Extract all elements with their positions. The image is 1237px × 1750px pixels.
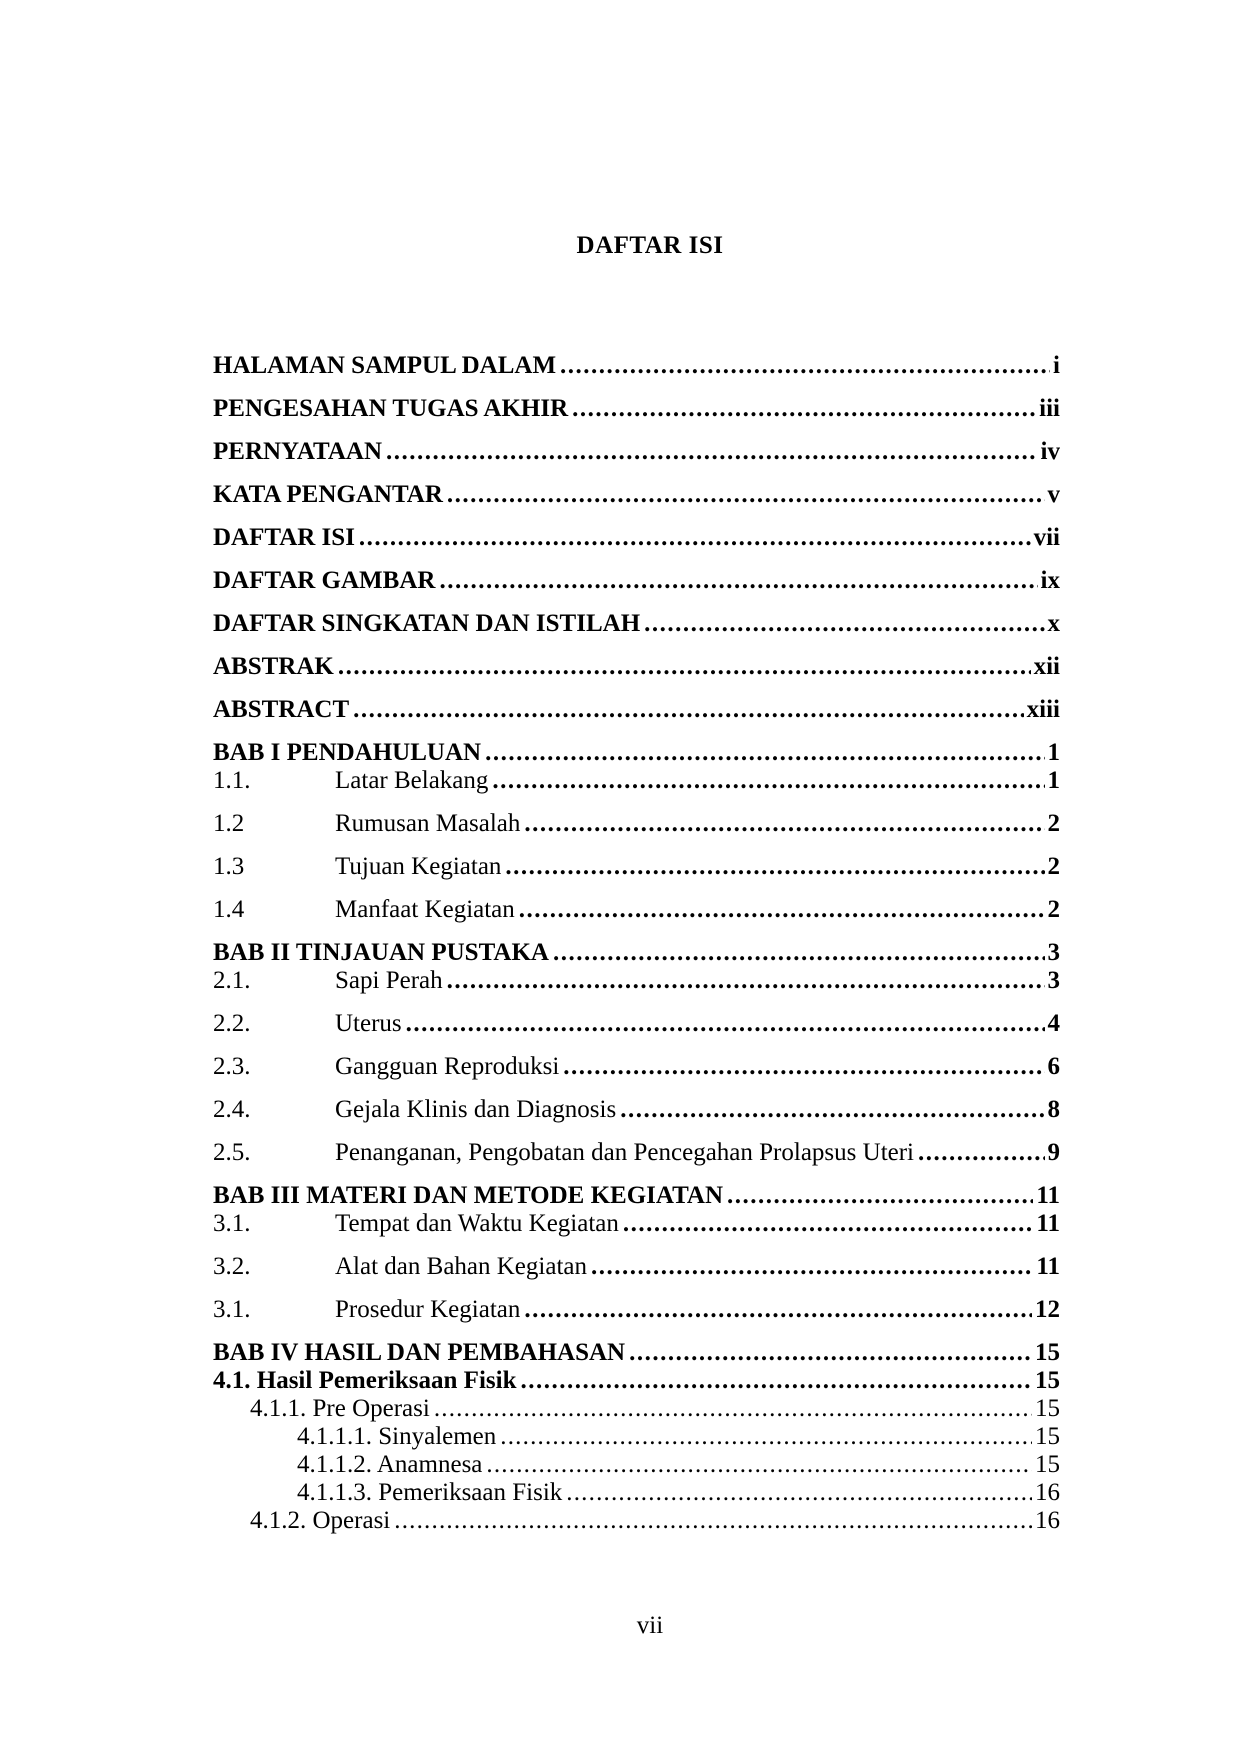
toc-entry-page: 15 xyxy=(1035,1423,1060,1450)
toc-dot-leader xyxy=(727,1182,1033,1210)
toc-entry-number: 1.3 xyxy=(213,853,245,880)
toc-entry-label: BAB III MATERI DAN METODE KEGIATAN xyxy=(213,1182,724,1209)
toc-entry xyxy=(213,1296,1060,1324)
toc-entry xyxy=(213,1053,1060,1081)
toc-entry-page: 3 xyxy=(1047,967,1060,994)
toc-entry-page: xii xyxy=(1033,653,1060,680)
toc-dot-leader xyxy=(623,1210,1034,1238)
toc-entry-label: Rumusan Masalah xyxy=(335,810,521,837)
toc-dot-leader xyxy=(553,939,1045,967)
toc-entry-page: 12 xyxy=(1035,1296,1060,1323)
toc-entry xyxy=(213,896,1060,924)
toc-entry-label: PERNYATAAN xyxy=(213,438,382,465)
toc-entry-number: 2.5. xyxy=(213,1139,251,1166)
toc-entry-label: Gangguan Reproduksi xyxy=(335,1053,560,1080)
toc-dot-leader xyxy=(386,438,1038,466)
toc-entry-page: 15 xyxy=(1035,1367,1060,1394)
toc-dot-leader xyxy=(519,896,1045,924)
toc-entry-label: BAB II TINJAUAN PUSTAKA xyxy=(213,939,549,966)
toc-entry-label: DAFTAR SINGKATAN DAN ISTILAH xyxy=(213,610,641,637)
toc-entry xyxy=(213,1139,1060,1167)
toc-dot-leader xyxy=(563,1053,1044,1081)
toc-entry xyxy=(213,853,1060,881)
toc-entry-label: Tempat dan Waktu Kegiatan xyxy=(335,1210,619,1237)
toc-entry-label: BAB I PENDAHULUAN xyxy=(213,739,482,766)
toc-entry-label: Tujuan Kegiatan xyxy=(335,853,502,880)
toc-entry-label: 4.1.1.1. Sinyalemen xyxy=(297,1423,497,1450)
toc-entry-page: vii xyxy=(1033,524,1060,551)
toc-dot-leader xyxy=(524,1296,1032,1324)
toc-entry xyxy=(213,395,1060,423)
toc-dot-leader xyxy=(620,1096,1044,1124)
toc-dot-leader xyxy=(560,352,1050,380)
toc-entry-number: 2.3. xyxy=(213,1053,251,1080)
toc-entry-page: i xyxy=(1053,352,1060,379)
toc-entry-label: 4.1.1.3. Pemeriksaan Fisik xyxy=(297,1479,563,1506)
toc-entry xyxy=(213,767,1060,795)
toc-dot-leader xyxy=(447,481,1045,509)
toc-entry-label: Gejala Klinis dan Diagnosis xyxy=(335,1096,617,1123)
toc-dot-leader xyxy=(447,967,1045,995)
toc-entry-number: 2.4. xyxy=(213,1096,251,1123)
toc-entry-number: 1.2 xyxy=(213,810,245,837)
toc-entry-label: HALAMAN SAMPUL DALAM xyxy=(213,352,557,379)
toc-entry-label: DAFTAR ISI xyxy=(213,524,355,551)
toc-entry-page: 1 xyxy=(1047,767,1060,794)
toc-entry-page: 15 xyxy=(1035,1451,1060,1478)
toc-entry-page: 2 xyxy=(1047,810,1060,837)
toc-dot-leader xyxy=(644,610,1044,638)
toc-entry-number: 2.2. xyxy=(213,1010,251,1037)
toc-entry-label: PENGESAHAN TUGAS AKHIR xyxy=(213,395,569,422)
toc-entry xyxy=(213,1451,1060,1479)
toc-entry-label: Manfaat Kegiatan xyxy=(335,896,515,923)
toc-entry-page: v xyxy=(1047,481,1060,508)
toc-entry xyxy=(213,739,1060,767)
toc-entry-page: 2 xyxy=(1047,896,1060,923)
toc-dot-leader xyxy=(434,1395,1032,1423)
toc-dot-leader xyxy=(439,567,1037,595)
toc-entry-page: x xyxy=(1047,610,1060,637)
toc-entry-page: 11 xyxy=(1036,1253,1060,1280)
footer-page-number: vii xyxy=(636,1612,664,1639)
toc-entry-number: 3.1. xyxy=(213,1296,251,1323)
toc-entry xyxy=(213,1253,1060,1281)
toc-entry xyxy=(213,567,1060,595)
toc-dot-leader xyxy=(485,739,1044,767)
toc-dot-leader xyxy=(394,1507,1032,1535)
toc-dot-leader xyxy=(338,653,1031,681)
toc-entry xyxy=(213,438,1060,466)
toc-entry-label: Prosedur Kegiatan xyxy=(335,1296,521,1323)
toc-entry xyxy=(213,810,1060,838)
toc-entry-label: 4.1.1. Pre Operasi xyxy=(250,1395,430,1422)
page-title: DAFTAR ISI xyxy=(576,232,724,259)
toc-entry-number: 3.2. xyxy=(213,1253,251,1280)
toc-entry-page: xiii xyxy=(1026,696,1060,723)
toc-entry xyxy=(213,610,1060,638)
toc-list xyxy=(213,352,1060,1535)
toc-entry xyxy=(213,352,1060,380)
toc-entry-page: 16 xyxy=(1035,1479,1060,1506)
toc-entry-page: iii xyxy=(1039,395,1060,422)
toc-entry-label: Sapi Perah xyxy=(335,967,443,994)
toc-entry-label: Alat dan Bahan Kegiatan xyxy=(335,1253,587,1280)
toc-dot-leader xyxy=(500,1423,1032,1451)
toc-entry-label: ABSTRAK xyxy=(213,653,334,680)
toc-entry xyxy=(213,696,1060,724)
toc-entry xyxy=(213,1096,1060,1124)
toc-entry xyxy=(213,939,1060,967)
toc-dot-leader xyxy=(486,1451,1032,1479)
toc-entry xyxy=(213,1507,1060,1535)
toc-dot-leader xyxy=(566,1479,1032,1507)
toc-dot-leader xyxy=(591,1253,1033,1281)
toc-dot-leader xyxy=(406,1010,1045,1038)
toc-entry xyxy=(213,524,1060,552)
toc-entry xyxy=(213,481,1060,509)
toc-entry-label: Latar Belakang xyxy=(335,767,489,794)
toc-entry-number: 1.1. xyxy=(213,767,251,794)
toc-entry-page: 15 xyxy=(1035,1339,1060,1366)
toc-entry-page: 11 xyxy=(1036,1210,1060,1237)
toc-dot-leader xyxy=(629,1339,1032,1367)
toc-entry-page: 3 xyxy=(1047,939,1060,966)
toc-entry xyxy=(213,1367,1060,1395)
toc-dot-leader xyxy=(492,767,1044,795)
toc-entry xyxy=(213,1479,1060,1507)
toc-entry-label: BAB IV HASIL DAN PEMBAHASAN xyxy=(213,1339,626,1366)
toc-entry-page: 15 xyxy=(1035,1395,1060,1422)
toc-entry xyxy=(213,1182,1060,1210)
toc-entry xyxy=(213,1010,1060,1038)
toc-entry-label: 4.1.2. Operasi xyxy=(250,1507,391,1534)
toc-entry xyxy=(213,1423,1060,1451)
toc-dot-leader xyxy=(918,1139,1044,1167)
toc-entry xyxy=(213,1395,1060,1423)
toc-entry-page: 11 xyxy=(1036,1182,1060,1209)
toc-entry-page: ix xyxy=(1040,567,1060,594)
toc-dot-leader xyxy=(572,395,1036,423)
toc-dot-leader xyxy=(353,696,1024,724)
toc-entry xyxy=(213,653,1060,681)
toc-entry-number: 3.1. xyxy=(213,1210,251,1237)
toc-entry-page: 2 xyxy=(1047,853,1060,880)
toc-entry xyxy=(213,1339,1060,1367)
toc-entry-label: DAFTAR GAMBAR xyxy=(213,567,436,594)
toc-entry-page: 1 xyxy=(1047,739,1060,766)
toc-entry-label: Penanganan, Pengobatan dan Pencegahan Prolapsus Uteri xyxy=(335,1139,915,1166)
toc-dot-leader xyxy=(524,810,1044,838)
toc-entry-page: 8 xyxy=(1047,1096,1060,1123)
toc-dot-leader xyxy=(505,853,1044,881)
toc-entry-label: KATA PENGANTAR xyxy=(213,481,443,508)
toc-entry-label: Uterus xyxy=(335,1010,402,1037)
toc-entry xyxy=(213,967,1060,995)
toc-entry-page: 9 xyxy=(1047,1139,1060,1166)
toc-dot-leader xyxy=(359,524,1031,552)
toc-entry-page: iv xyxy=(1040,438,1060,465)
toc-entry-page: 6 xyxy=(1047,1053,1060,1080)
toc-dot-leader xyxy=(520,1367,1032,1395)
toc-entry-number: 2.1. xyxy=(213,967,251,994)
toc-entry-number: 1.4 xyxy=(213,896,245,923)
toc-entry-label: 4.1.1.2. Anamnesa xyxy=(297,1451,483,1478)
toc-entry-page: 4 xyxy=(1047,1010,1060,1037)
toc-entry-page: 16 xyxy=(1035,1507,1060,1534)
toc-entry xyxy=(213,1210,1060,1238)
toc-entry-label: ABSTRACT xyxy=(213,696,350,723)
toc-entry-label: 4.1. Hasil Pemeriksaan Fisik xyxy=(213,1367,517,1394)
